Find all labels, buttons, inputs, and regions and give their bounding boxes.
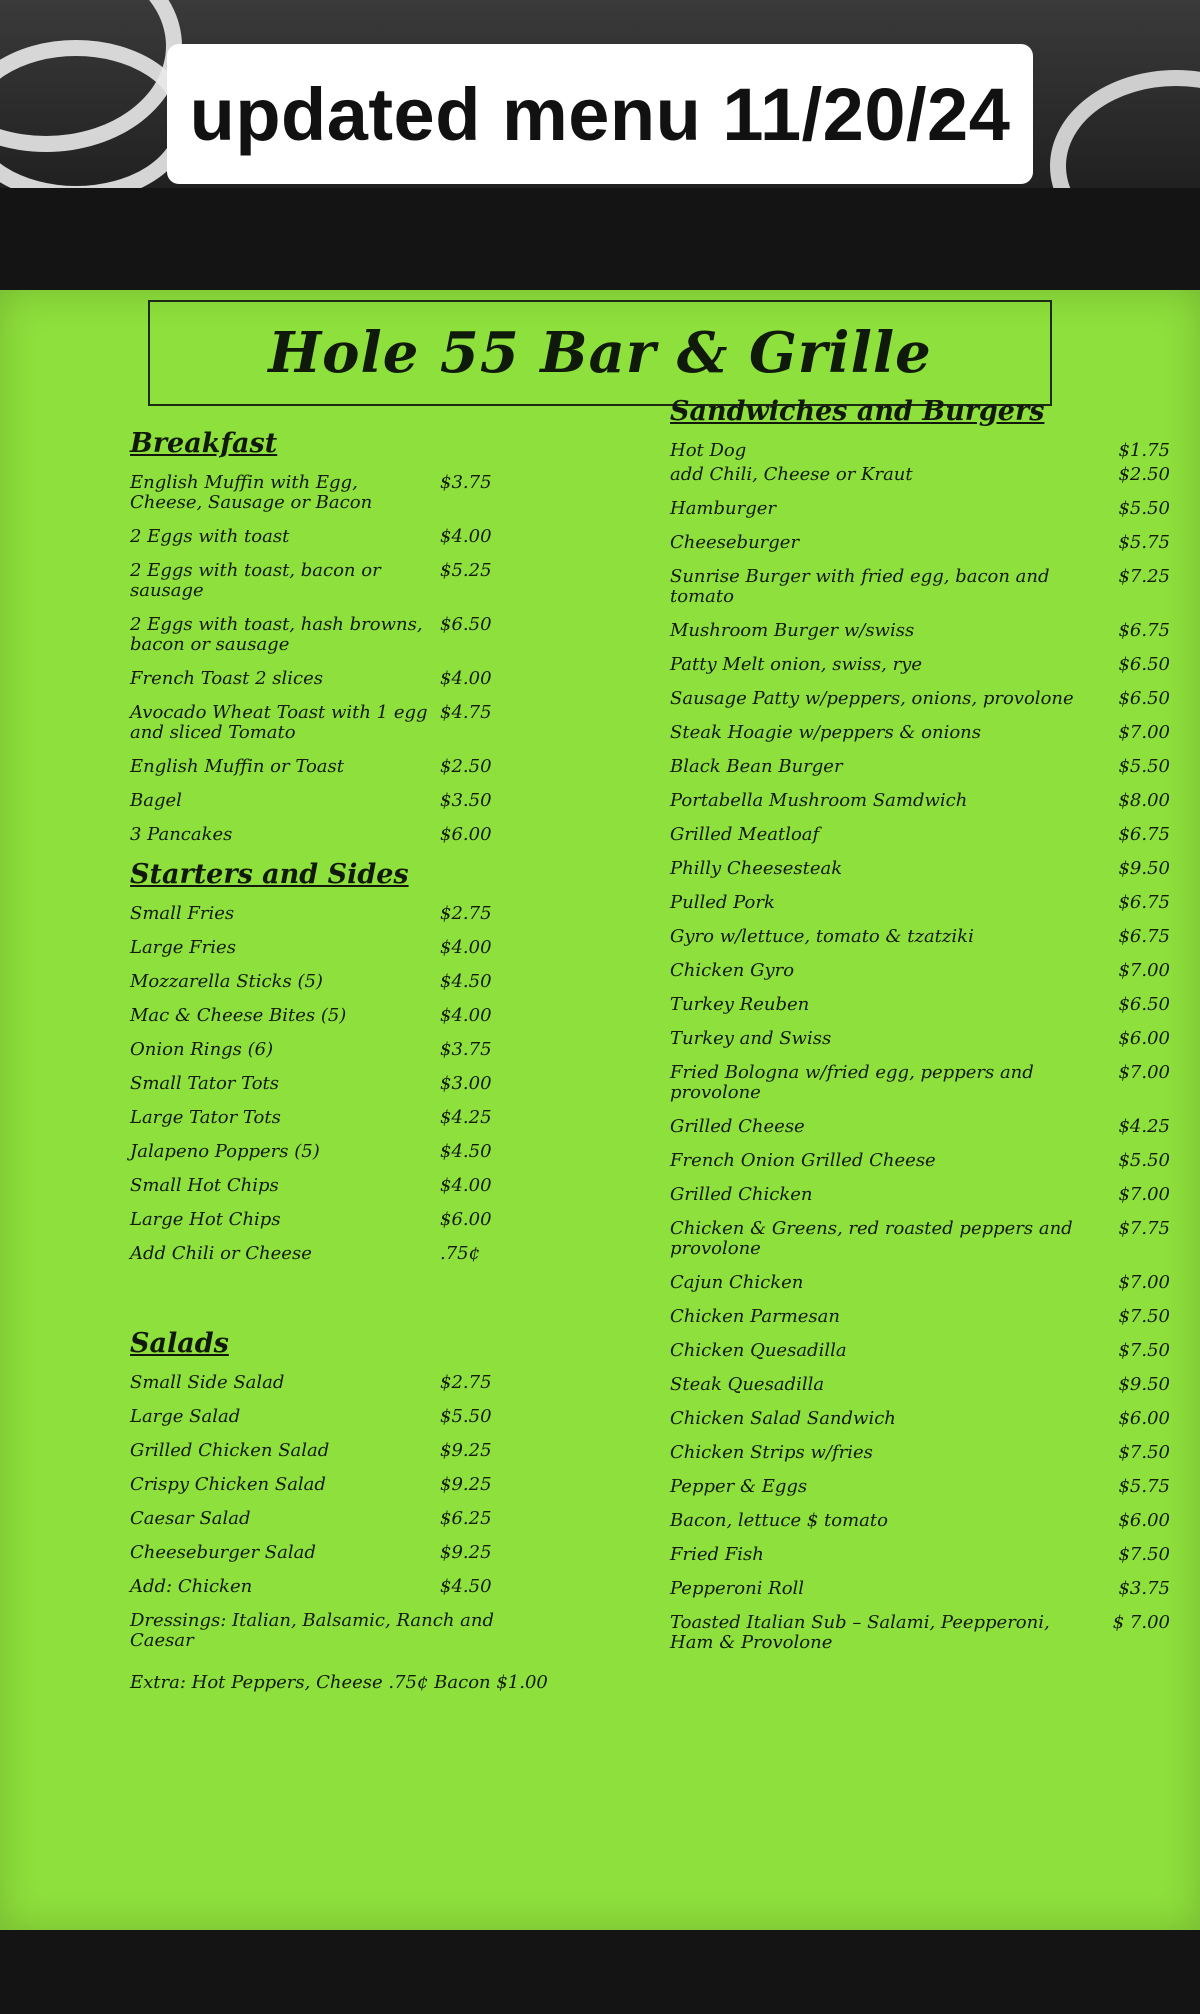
item-price: $7.00	[1118, 1062, 1170, 1083]
item-name: Sausage Patty w/peppers, onions, provolone	[670, 688, 1074, 709]
menu-item	[670, 1443, 1170, 1463]
item-name: 3 Pancakes	[130, 824, 233, 845]
item-name: 2 Eggs with toast, bacon or sausage	[130, 560, 381, 601]
menu-item	[670, 1613, 1170, 1653]
item-name: English Muffin with Egg, Cheese, Sausage or Bacon	[130, 472, 373, 513]
item-price: $7.00	[1118, 722, 1170, 743]
caption-overlay: updated menu 11/20/24	[167, 44, 1033, 184]
item-name: Grilled Chicken	[670, 1184, 813, 1205]
item-name: Gyro w/lettuce, tomato & tzatziki	[670, 926, 974, 947]
menu-item	[670, 723, 1170, 743]
menu-item	[670, 655, 1170, 675]
item-price: $5.75	[1118, 1476, 1170, 1497]
item-price: $9.25	[440, 1440, 492, 1461]
item-name: Cajun Chicken	[670, 1272, 804, 1293]
item-name: Cheeseburger Salad	[130, 1542, 316, 1563]
item-price: $6.00	[1118, 1408, 1170, 1429]
menu-item	[670, 961, 1170, 981]
menu-item	[130, 703, 500, 743]
menu-item	[670, 893, 1170, 913]
item-name: Philly Cheesesteak	[670, 858, 843, 879]
menu-item	[130, 791, 500, 811]
item-price: $7.50	[1118, 1340, 1170, 1361]
item-price: $7.50	[1118, 1306, 1170, 1327]
item-price: $3.75	[1118, 1578, 1170, 1599]
item-price: $5.50	[440, 1406, 492, 1427]
item-name: Bagel	[130, 790, 182, 811]
menu-item	[670, 1151, 1170, 1171]
menu-item	[670, 859, 1170, 879]
menu-item	[130, 1040, 500, 1060]
item-price: $6.00	[440, 1209, 492, 1230]
item-name: Chicken & Greens, red roasted peppers and provolone	[670, 1218, 1073, 1259]
menu-item	[670, 1477, 1170, 1497]
section-title-salads: Salads	[130, 1328, 229, 1359]
item-price: $4.00	[440, 1175, 492, 1196]
menu-item	[670, 1341, 1170, 1361]
item-price: $6.75	[1118, 892, 1170, 913]
item-name: Mozzarella Sticks (5)	[130, 971, 323, 992]
item-name: Patty Melt onion, swiss, rye	[670, 654, 922, 675]
extras-note: Extra: Hot Peppers, Cheese .75¢ Bacon $1.00	[130, 1672, 548, 1693]
item-price: $6.00	[440, 824, 492, 845]
item-name: Chicken Gyro	[670, 960, 795, 981]
section-title-breakfast: Breakfast	[130, 428, 278, 459]
section-title-sandwiches: Sandwiches and Burgers	[670, 396, 1045, 427]
menu-item	[670, 1185, 1170, 1205]
spacer	[130, 1278, 500, 1328]
item-name: Chicken Strips w/fries	[670, 1442, 873, 1463]
menu-item	[670, 1545, 1170, 1565]
item-name: Grilled Cheese	[670, 1116, 805, 1137]
item-price: $4.25	[1118, 1116, 1170, 1137]
item-price: $3.75	[440, 472, 492, 493]
menu-item	[670, 1063, 1170, 1103]
item-price: $4.75	[440, 702, 492, 723]
item-price: $4.00	[440, 526, 492, 547]
item-name: add Chili, Cheese or Kraut	[670, 464, 913, 485]
item-name: Portabella Mushroom Samdwich	[670, 790, 968, 811]
item-price: $9.25	[440, 1542, 492, 1563]
item-name: Caesar Salad	[130, 1508, 251, 1529]
restaurant-name: Hole 55 Bar & Grille	[268, 320, 932, 386]
item-price: $6.50	[440, 614, 492, 635]
item-name: English Muffin or Toast	[130, 756, 344, 777]
item-price: $1.75	[1118, 440, 1170, 461]
item-name: Small Fries	[130, 903, 235, 924]
item-name: Small Hot Chips	[130, 1175, 279, 1196]
item-name: Sunrise Burger with fried egg, bacon and tomato	[670, 566, 1050, 607]
menu-item	[670, 465, 1170, 485]
menu-item	[130, 1543, 500, 1563]
item-price: $6.50	[1118, 994, 1170, 1015]
menu-item	[130, 904, 500, 924]
item-name: Steak Hoagie w/peppers & onions	[670, 722, 982, 743]
item-price: $5.50	[1118, 1150, 1170, 1171]
menu-item	[670, 1579, 1170, 1599]
menu-item	[130, 1108, 500, 1128]
menu-item	[130, 1441, 500, 1461]
item-price: $3.75	[440, 1039, 492, 1060]
item-price: $6.75	[1118, 824, 1170, 845]
menu-item	[130, 1176, 500, 1196]
menu-item	[670, 1375, 1170, 1395]
menu-item	[130, 1475, 500, 1495]
menu-item	[130, 825, 500, 845]
item-name: Grilled Meatloaf	[670, 824, 820, 845]
item-price: $7.75	[1118, 1218, 1170, 1239]
item-price: $4.00	[440, 668, 492, 689]
item-price: $7.00	[1118, 1184, 1170, 1205]
item-name: Pepper & Eggs	[670, 1476, 808, 1497]
item-name: Add: Chicken	[130, 1576, 253, 1597]
item-name: Pulled Pork	[670, 892, 775, 913]
item-price: $7.00	[1118, 960, 1170, 981]
menu-item	[670, 825, 1170, 845]
menu-item	[670, 1219, 1170, 1259]
item-name: 2 Eggs with toast, hash browns, bacon or sausage	[130, 614, 423, 655]
menu-item	[670, 1307, 1170, 1327]
item-price: $9.25	[440, 1474, 492, 1495]
item-name: Pepperoni Roll	[670, 1578, 805, 1599]
item-name: Small Tator Tots	[130, 1073, 280, 1094]
menu-item	[130, 473, 500, 513]
menu-item	[130, 757, 500, 777]
item-price: $8.00	[1118, 790, 1170, 811]
menu-item	[670, 995, 1170, 1015]
item-name: Bacon, lettuce $ tomato	[670, 1510, 888, 1531]
menu-item	[130, 972, 500, 992]
item-name: Onion Rings (6)	[130, 1039, 274, 1060]
item-name: Small Side Salad	[130, 1372, 285, 1393]
menu-item	[670, 441, 1170, 461]
item-price: $4.50	[440, 1141, 492, 1162]
menu-item	[670, 567, 1170, 607]
menu-item	[130, 1244, 500, 1264]
menu-item	[670, 621, 1170, 641]
menu-item	[670, 927, 1170, 947]
item-price: $2.50	[1118, 464, 1170, 485]
item-price: $2.50	[440, 756, 492, 777]
menu-item	[670, 533, 1170, 553]
item-name: Grilled Chicken Salad	[130, 1440, 330, 1461]
menu-item	[670, 1511, 1170, 1531]
menu-item	[130, 1373, 500, 1393]
item-name: 2 Eggs with toast	[130, 526, 290, 547]
item-name: Add Chili or Cheese	[130, 1243, 312, 1264]
item-name: Chicken Salad Sandwich	[670, 1408, 896, 1429]
menu-item	[670, 689, 1170, 709]
item-name: Large Hot Chips	[130, 1209, 281, 1230]
item-name: Hamburger	[670, 498, 776, 519]
item-price: $4.50	[440, 971, 492, 992]
item-price: $7.50	[1118, 1442, 1170, 1463]
item-price: $9.50	[1118, 1374, 1170, 1395]
right-column	[670, 396, 1170, 1667]
menu-item	[130, 1509, 500, 1529]
menu-item	[130, 561, 500, 601]
menu-item	[130, 1142, 500, 1162]
menu-item	[130, 1577, 500, 1597]
item-price: $4.50	[440, 1576, 492, 1597]
menu-item	[670, 1117, 1170, 1137]
item-name: Fried Bologna w/fried egg, peppers and provolone	[670, 1062, 1034, 1103]
item-name: Avocado Wheat Toast with 1 egg and sliced Tomato	[130, 702, 428, 743]
item-name: Turkey Reuben	[670, 994, 810, 1015]
item-name: Crispy Chicken Salad	[130, 1474, 326, 1495]
item-name: Toasted Italian Sub – Salami, Peepperoni, Ham & Provolone	[670, 1612, 1050, 1653]
item-name: Chicken Quesadilla	[670, 1340, 847, 1361]
menu-item	[670, 757, 1170, 777]
dressings-note: Dressings: Italian, Balsamic, Ranch and Caesar	[130, 1610, 494, 1651]
item-name: Large Fries	[130, 937, 236, 958]
item-name: French Onion Grilled Cheese	[670, 1150, 936, 1171]
item-price: $4.00	[440, 1005, 492, 1026]
item-price: $6.75	[1118, 620, 1170, 641]
menu-item	[670, 1029, 1170, 1049]
item-name: Mushroom Burger w/swiss	[670, 620, 915, 641]
item-name: Large Salad	[130, 1406, 241, 1427]
item-price: $5.50	[1118, 498, 1170, 519]
item-price: $6.00	[1118, 1510, 1170, 1531]
item-price: $5.75	[1118, 532, 1170, 553]
item-name: Fried Fish	[670, 1544, 764, 1565]
item-price: $6.50	[1118, 654, 1170, 675]
item-name: Cheeseburger	[670, 532, 800, 553]
item-name: Chicken Parmesan	[670, 1306, 840, 1327]
item-price: $6.50	[1118, 688, 1170, 709]
item-price: $3.50	[440, 790, 492, 811]
menu-item	[130, 1074, 500, 1094]
menu-item	[130, 938, 500, 958]
item-price: $4.25	[440, 1107, 492, 1128]
item-price: $5.25	[440, 560, 492, 581]
menu-item	[130, 1210, 500, 1230]
menu-item	[670, 499, 1170, 519]
menu-item	[670, 1273, 1170, 1293]
item-price: .75¢	[440, 1243, 481, 1264]
item-name: Jalapeno Poppers (5)	[130, 1141, 320, 1162]
item-name: Large Tator Tots	[130, 1107, 281, 1128]
item-price: $7.50	[1118, 1544, 1170, 1565]
item-price: $2.75	[440, 903, 492, 924]
menu-item	[670, 1409, 1170, 1429]
restaurant-title-box	[148, 300, 1052, 406]
left-column	[130, 428, 548, 1715]
item-name: Steak Quesadilla	[670, 1374, 825, 1395]
section-title-starters: Starters and Sides	[130, 859, 409, 890]
item-name: Black Bean Burger	[670, 756, 843, 777]
item-price: $4.00	[440, 937, 492, 958]
item-price: $6.75	[1118, 926, 1170, 947]
item-name: Hot Dog	[670, 440, 747, 461]
menu-item	[130, 615, 500, 655]
item-name: Mac & Cheese Bites (5)	[130, 1005, 347, 1026]
item-price: $6.00	[1118, 1028, 1170, 1049]
menu-item	[130, 527, 500, 547]
item-price: $6.25	[440, 1508, 492, 1529]
item-price: $2.75	[440, 1372, 492, 1393]
item-price: $9.50	[1118, 858, 1170, 879]
item-name: Turkey and Swiss	[670, 1028, 832, 1049]
item-price: $ 7.00	[1112, 1612, 1170, 1633]
item-price: $5.50	[1118, 756, 1170, 777]
item-price: $7.00	[1118, 1272, 1170, 1293]
menu-item	[130, 1006, 500, 1026]
item-price: $3.00	[440, 1073, 492, 1094]
menu-item	[130, 1407, 500, 1427]
menu-item	[130, 669, 500, 689]
item-name: French Toast 2 slices	[130, 668, 323, 689]
menu-item	[670, 791, 1170, 811]
item-price: $7.25	[1118, 566, 1170, 587]
